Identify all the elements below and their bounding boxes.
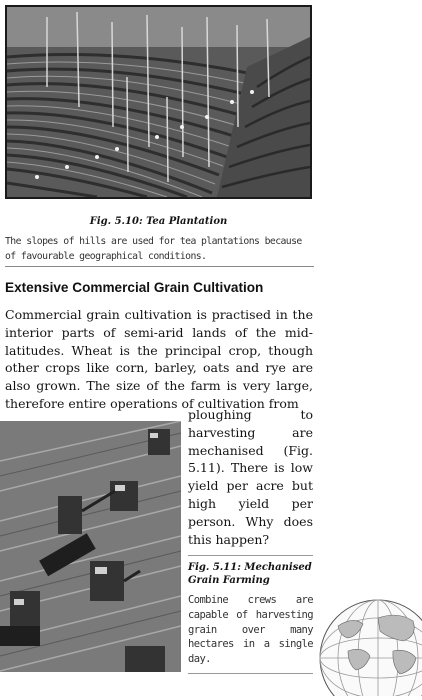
section-heading: Extensive Commercial Grain Cultivation	[5, 280, 264, 295]
figure-5-10-caption: Fig. 5.10: Tea Plantation	[89, 216, 228, 227]
body-paragraph-continued: ploughing to harvesting are mechanised (Fig. 5.11). There is low yield per acre but high yield per person. Why does this happen?	[188, 407, 313, 547]
mechanised-farming-photo	[0, 421, 181, 672]
divider	[188, 555, 313, 556]
figure-5-11-description: Combine crews are capable of harvesting grain over many hectares in a single day.	[188, 594, 313, 666]
tea-plantation-photo	[5, 5, 312, 199]
divider	[5, 266, 314, 267]
figure-5-11-caption: Fig. 5.11: Mechanised Grain Farming	[188, 562, 312, 586]
globe-graphic	[318, 596, 422, 696]
figure-5-10-description: The slopes of hills are used for tea plantations because of favourable geographical conditions.	[5, 236, 302, 262]
body-paragraph: Commercial grain cultivation is practised in the interior parts of semi-arid lands of the mid-latitudes. Wheat is the principal crop, though other crops like corn, barley, oats and rye are also grown. The size of the farm is very large, therefore entire operations of cultivation from	[5, 307, 313, 411]
divider	[188, 673, 313, 674]
